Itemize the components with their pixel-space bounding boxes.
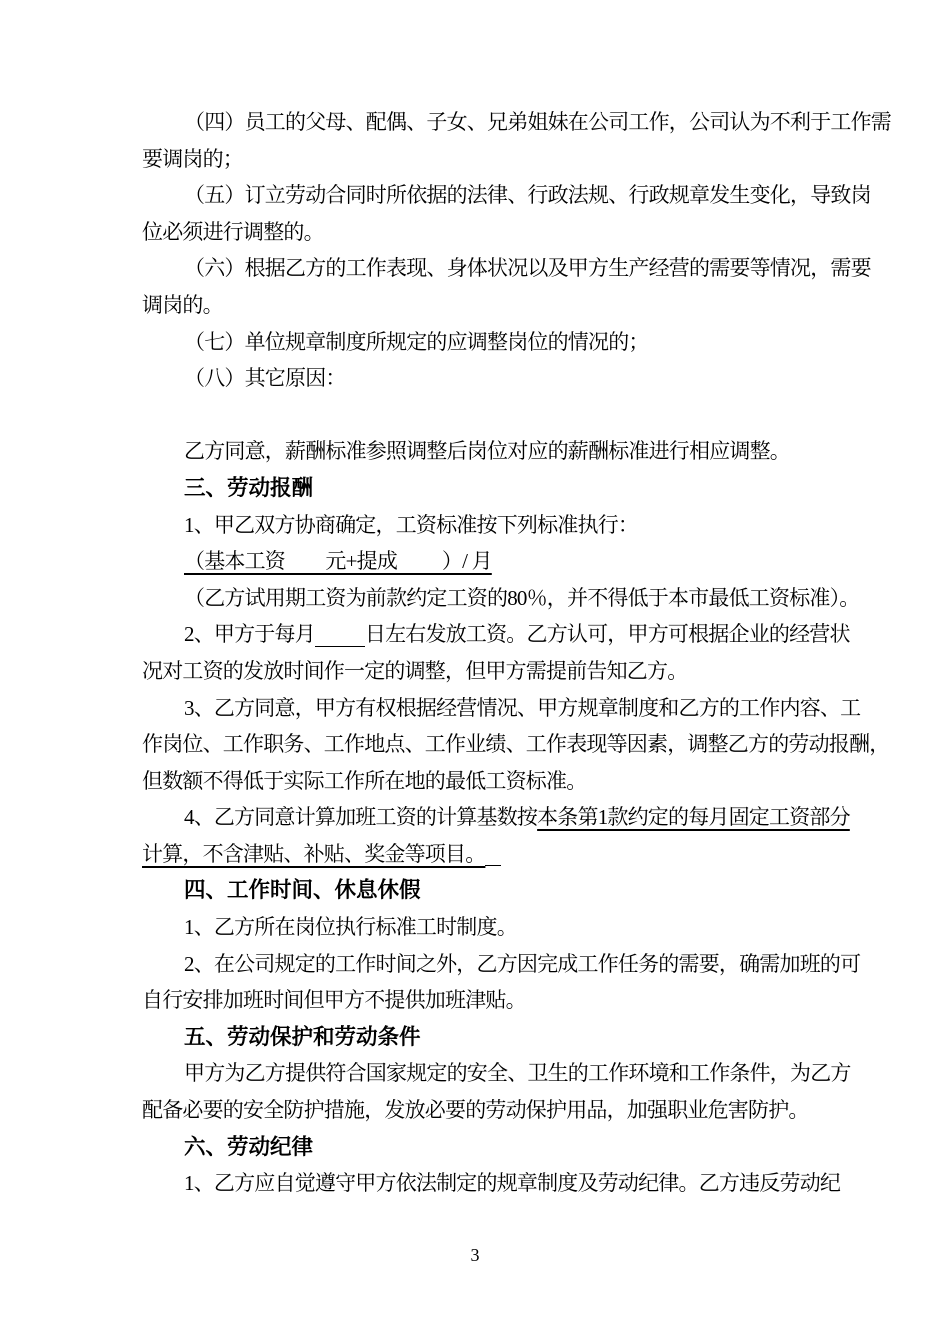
text-line xyxy=(142,982,890,1019)
text-segment: 况对工资的发放时间作一定的调整，但甲方需提前告知乙方。 xyxy=(142,658,688,683)
blank-line xyxy=(142,397,890,434)
text-segment: 四、工作时间、休息休假 xyxy=(184,878,421,903)
text-segment: （八）其它原因： xyxy=(184,366,346,391)
blank-fill-underline xyxy=(315,644,365,647)
text-line xyxy=(142,1165,890,1202)
text-segment: 2、甲方于每月 xyxy=(184,622,315,647)
text-line xyxy=(142,799,890,836)
text-segment: 五、劳动保护和劳动条件 xyxy=(184,1024,421,1049)
text-line xyxy=(142,616,890,653)
text-line xyxy=(142,946,890,983)
text-segment: （四）员工的父母、配偶、子女、兄弟姐妹在公司工作，公司认为不利于工作需 xyxy=(184,110,891,134)
text-line xyxy=(142,104,890,141)
text-segment: 自行安排加班时间但甲方不提供加班津贴。 xyxy=(142,988,526,1013)
text-line xyxy=(142,836,890,873)
text-segment: 日左右发放工资。乙方认可，甲方可根据企业的经营状 xyxy=(364,622,850,647)
underlined-text: 本条第1款约定的每月固定工资部分 xyxy=(537,805,850,830)
text-segment: 1、乙方所在岗位执行标准工时制度。 xyxy=(184,915,517,940)
text-segment: 位必须进行调整的。 xyxy=(142,219,324,244)
text-segment: 但数额不得低于实际工作所在地的最低工资标准。 xyxy=(142,768,587,793)
text-line xyxy=(142,250,890,287)
text-line xyxy=(142,141,890,178)
text-line xyxy=(142,580,890,617)
blank-fill-underline xyxy=(485,863,501,866)
text-line xyxy=(142,543,890,580)
section-heading-line xyxy=(142,1019,890,1056)
text-line xyxy=(142,726,890,763)
page-number: 3 xyxy=(470,1245,480,1265)
text-line xyxy=(142,360,890,397)
text-line xyxy=(142,507,890,544)
section-heading-line xyxy=(142,1129,890,1166)
text-segment: 1、甲乙双方协商确定，工资标准按下列标准执行： xyxy=(184,512,639,537)
text-segment: 2、在公司规定的工作时间之外，乙方因完成工作任务的需要，确需加班的可 xyxy=(184,951,861,976)
text-line xyxy=(142,287,890,324)
text-segment: 甲方为乙方提供符合国家规定的安全、卫生的工作环境和工作条件，为乙方 xyxy=(184,1061,851,1086)
text-line xyxy=(142,763,890,800)
text-segment: 3、乙方同意，甲方有权根据经营情况、甲方规章制度和乙方的工作内容、工 xyxy=(184,695,861,720)
text-block xyxy=(142,104,890,1202)
text-segment: 六、劳动纪律 xyxy=(184,1134,314,1159)
underlined-text: （基本工资 元+提成 ）/ 月 xyxy=(184,549,492,574)
text-segment: 调岗的。 xyxy=(142,292,223,317)
text-line xyxy=(142,909,890,946)
text-line xyxy=(142,690,890,727)
text-segment: 1、乙方应自觉遵守甲方依法制定的规章制度及劳动纪律。乙方违反劳动纪 xyxy=(184,1171,841,1196)
text-segment: 配备必要的安全防护措施，发放必要的劳动保护用品，加强职业危害防护。 xyxy=(142,1098,809,1123)
text-segment: 要调岗的； xyxy=(142,146,243,171)
text-segment: （七）单位规章制度所规定的应调整岗位的情况的； xyxy=(184,329,649,354)
text-line xyxy=(142,1055,890,1092)
text-line xyxy=(142,214,890,251)
text-line xyxy=(142,1092,890,1129)
text-segment: 4、乙方同意计算加班工资的计算基数按 xyxy=(184,805,538,830)
text-segment: （五）订立劳动合同时所依据的法律、行政法规、行政规章发生变化，导致岗 xyxy=(184,183,871,208)
text-line xyxy=(142,653,890,690)
section-heading-line xyxy=(142,470,890,507)
underlined-text: 计算，不含津贴、补贴、奖金等项目。 xyxy=(142,841,486,866)
text-line xyxy=(142,177,890,214)
text-line xyxy=(142,433,890,470)
text-segment: 三、劳动报酬 xyxy=(184,475,314,500)
text-segment: 作岗位、工作职务、工作地点、工作业绩、工作表现等因素，调整乙方的劳动报酬， xyxy=(142,732,890,757)
text-segment: 乙方同意，薪酬标准参照调整后岗位对应的薪酬标准进行相应调整。 xyxy=(184,439,790,464)
text-segment: （乙方试用期工资为前款约定工资的80％，并不得低于本市最低工资标准）。 xyxy=(184,585,860,610)
text-line xyxy=(142,324,890,361)
text-segment: （六）根据乙方的工作表现、身体状况以及甲方生产经营的需要等情况，需要 xyxy=(184,256,871,281)
section-heading-line xyxy=(142,872,890,909)
